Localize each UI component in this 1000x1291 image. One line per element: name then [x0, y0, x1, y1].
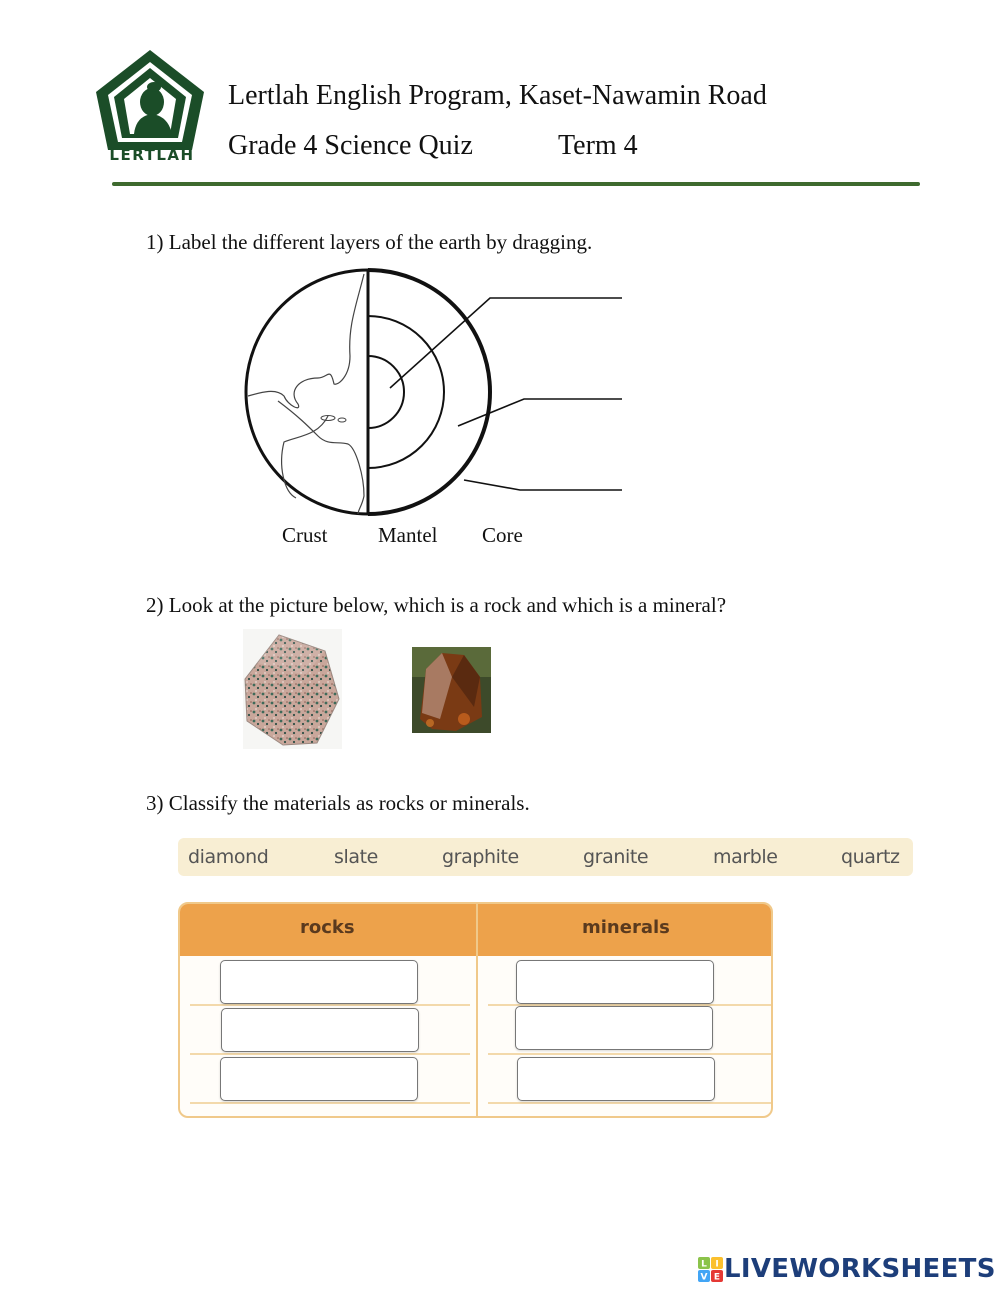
row-line: [488, 1102, 772, 1104]
row-line: [190, 1053, 470, 1055]
minerals-drop-box-3[interactable]: [517, 1057, 715, 1101]
liveworksheets-brand[interactable]: LIVEWORKSHEETS: [724, 1254, 996, 1284]
header-divider: [112, 182, 920, 186]
word-granite[interactable]: granite: [583, 846, 649, 868]
brand-icon-letter: V: [700, 1272, 708, 1283]
question-3-prompt: 3) Classify the materials as rocks or minerals.: [146, 791, 530, 815]
label-mantel[interactable]: Mantel: [378, 523, 438, 547]
row-line: [190, 1004, 470, 1006]
rocks-drop-box-3[interactable]: [220, 1057, 418, 1101]
label-core[interactable]: Core: [482, 523, 523, 547]
rocks-drop-box-1[interactable]: [220, 960, 418, 1004]
quiz-title: Grade 4 Science Quiz: [228, 130, 473, 161]
liveworksheets-logo-icon: [698, 1255, 724, 1285]
minerals-drop-box-1[interactable]: [516, 960, 714, 1004]
header-rocks: rocks: [300, 917, 355, 938]
header-minerals: minerals: [582, 917, 670, 938]
column-divider: [476, 904, 478, 1116]
school-name: Lertlah English Program, Kaset-Nawamin Road: [228, 80, 767, 111]
question-2-prompt: 2) Look at the picture below, which is a rock and which is a mineral?: [146, 593, 727, 617]
classification-table: [178, 902, 773, 1118]
minerals-drop-box-2[interactable]: [515, 1006, 713, 1050]
earth-layers-diagram: [238, 266, 628, 518]
word-graphite[interactable]: graphite: [442, 846, 519, 868]
brand-icon-letter: E: [713, 1272, 721, 1283]
word-marble[interactable]: marble: [713, 846, 778, 868]
word-slate[interactable]: slate: [334, 846, 378, 868]
rocks-drop-box-2[interactable]: [221, 1008, 419, 1052]
row-line: [190, 1102, 470, 1104]
logo-text: LERTLAH: [109, 146, 195, 164]
brand-icon-letter: I: [715, 1259, 719, 1270]
mineral-crystal-image: [412, 647, 491, 733]
row-line: [488, 1053, 772, 1055]
label-crust[interactable]: Crust: [282, 523, 328, 547]
question-1-prompt: 1) Label the different layers of the earth by dragging.: [146, 230, 593, 254]
word-bank: [178, 838, 913, 876]
brand-icon-letter: L: [701, 1259, 707, 1270]
granite-rock-image: [243, 629, 342, 749]
word-diamond[interactable]: diamond: [188, 846, 269, 868]
word-quartz[interactable]: quartz: [841, 846, 900, 868]
term-label: Term 4: [558, 130, 638, 161]
